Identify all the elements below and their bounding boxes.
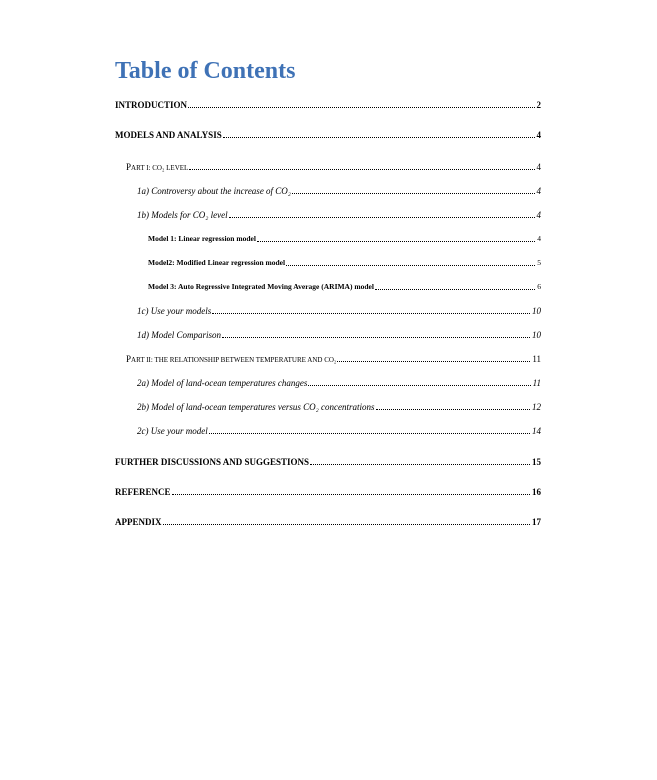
toc-entry-reference[interactable] (115, 486, 541, 498)
toc-entry-introduction[interactable] (115, 99, 541, 111)
toc-page-number: 4 (537, 234, 541, 243)
toc-leader-dots (222, 329, 530, 338)
page-title: Table of Contents (115, 58, 296, 84)
toc-page-number: 6 (537, 282, 541, 291)
toc-entry-1c[interactable] (137, 305, 541, 317)
toc-entry-label: MODELS AND ANALYSIS (115, 130, 222, 140)
toc-entry-label: PART II: THE RELATIONSHIP BETWEEN TEMPERATURE AND CO₂ (126, 354, 337, 364)
toc-entry-label: 2c) Use your model (137, 426, 208, 436)
toc-entry-model-2[interactable] (148, 257, 541, 269)
toc-leader-dots (172, 486, 530, 495)
toc-page-number: 4 (536, 162, 541, 172)
toc-leader-dots (286, 257, 535, 266)
toc-entry-label: 1b) Models for CO₂ level (137, 210, 228, 220)
toc-entry-2c[interactable] (137, 425, 541, 437)
toc-page-number: 4 (536, 210, 541, 220)
toc-entry-1a[interactable] (137, 185, 541, 197)
toc-entry-label: PART I: CO₂ LEVEL (126, 162, 189, 172)
toc-leader-dots (375, 281, 535, 290)
toc-entry-part-2[interactable] (126, 353, 541, 365)
toc-entry-1b[interactable] (137, 209, 541, 221)
toc-page-number: 15 (532, 457, 541, 467)
toc-leader-dots (376, 401, 530, 410)
toc-entry-label: APPENDIX (115, 517, 162, 527)
toc-entry-1d[interactable] (137, 329, 541, 341)
toc-entry-label: 2a) Model of land-ocean temperatures changes (137, 378, 308, 388)
toc-page-number: 11 (532, 354, 541, 364)
toc-entry-2b[interactable] (137, 401, 541, 413)
toc-page-number: 14 (532, 426, 541, 436)
toc-entry-appendix[interactable] (115, 516, 541, 528)
toc-page-number: 10 (532, 306, 541, 316)
toc-leader-dots (163, 516, 531, 525)
toc-leader-dots (337, 353, 530, 362)
toc-page-number: 16 (532, 487, 541, 497)
toc-entry-label: Model 3: Auto Regressive Integrated Moving Average (ARIMA) model (148, 282, 374, 291)
toc-leader-dots (292, 185, 535, 194)
toc-leader-dots (189, 161, 534, 170)
toc-entry-label: Model2: Modified Linear regression model (148, 258, 286, 267)
toc-entry-model-1[interactable] (148, 233, 541, 245)
toc-entry-label: Model 1: Linear regression model (148, 234, 256, 243)
toc-page-number: 5 (537, 258, 541, 267)
toc-leader-dots (229, 209, 535, 218)
toc-entry-2a[interactable] (137, 377, 541, 389)
toc-entry-label: INTRODUCTION (115, 100, 188, 110)
toc-entry-model-3[interactable] (148, 281, 541, 293)
toc-page-number: 10 (532, 330, 541, 340)
toc-entry-label: REFERENCE (115, 487, 171, 497)
toc-leader-dots (188, 99, 534, 108)
toc-entry-label: 1a) Controversy about the increase of CO₂ (137, 186, 291, 196)
toc-page-number: 2 (536, 100, 541, 110)
toc-leader-dots (308, 377, 530, 386)
toc-entry-part-1[interactable] (126, 161, 541, 173)
toc-entry-label: 1c) Use your models (137, 306, 212, 316)
toc-entry-further-discussions[interactable] (115, 456, 541, 468)
toc-leader-dots (223, 129, 535, 138)
toc-page-number: 4 (536, 130, 541, 140)
toc-entry-label: FURTHER DISCUSSIONS AND SUGGESTIONS (115, 457, 309, 467)
toc-page-number: 17 (532, 517, 541, 527)
toc-page-number: 11 (532, 378, 541, 388)
toc-leader-dots (310, 456, 530, 465)
toc-leader-dots (212, 305, 530, 314)
toc-entry-label: 2b) Model of land-ocean temperatures versus CO₂ concentrations (137, 402, 375, 412)
toc-entry-models-and-analysis[interactable] (115, 129, 541, 141)
toc-leader-dots (257, 233, 535, 242)
toc-page-number: 4 (536, 186, 541, 196)
toc-leader-dots (209, 425, 530, 434)
toc-page-number: 12 (532, 402, 541, 412)
toc-entry-label: 1d) Model Comparison (137, 330, 221, 340)
